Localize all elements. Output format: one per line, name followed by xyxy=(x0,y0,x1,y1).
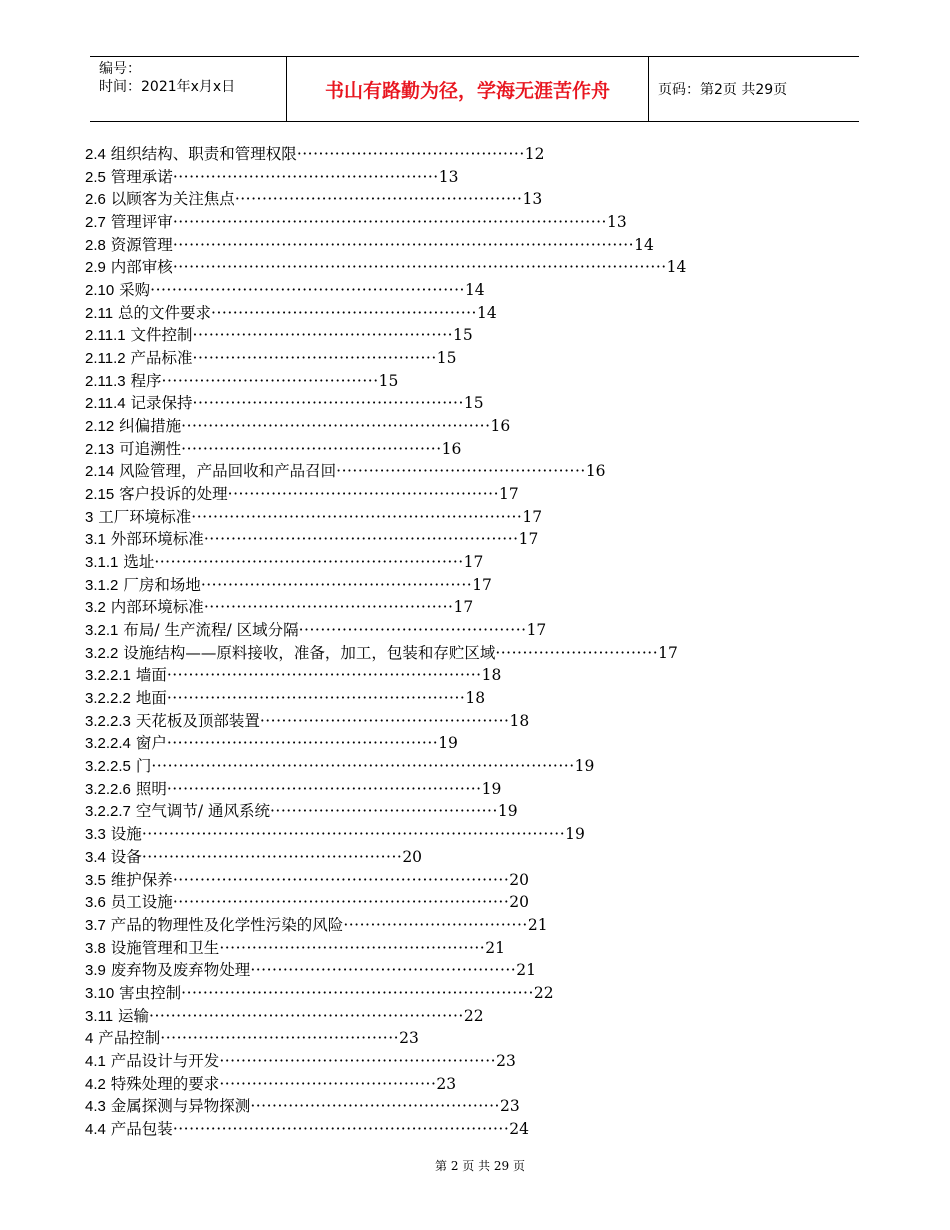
toc-entry-page-number: 13 xyxy=(438,167,459,186)
toc-entry-leader-dots: ······························································ xyxy=(172,870,510,889)
toc-entry-number: 3.2 xyxy=(85,599,106,617)
toc-entry[interactable] xyxy=(85,279,805,302)
toc-entry-title: 产品标准 xyxy=(130,349,193,368)
toc-entry-title: 空气调节/ 通风系统 xyxy=(135,802,270,821)
toc-entry[interactable] xyxy=(85,483,805,506)
toc-entry-number: 2.11.2 xyxy=(85,350,126,368)
toc-entry-leader-dots: ··················································· xyxy=(219,1051,497,1070)
toc-entry-leader-dots: ·············································································· xyxy=(151,757,575,776)
toc-entry-leader-dots: ························································· xyxy=(181,417,491,436)
toc-entry-leader-dots: ················································· xyxy=(211,303,477,322)
toc-entry-leader-dots: ·························································· xyxy=(166,779,482,798)
toc-entry-page-number: 16 xyxy=(490,417,511,436)
toc-entry-title: 金属探测与异物探测 xyxy=(110,1097,251,1116)
toc-entry[interactable] xyxy=(85,506,805,529)
toc-entry[interactable] xyxy=(85,869,805,892)
toc-entry-page-number: 17 xyxy=(472,575,492,594)
toc-entry[interactable] xyxy=(85,1118,805,1141)
toc-entry-leader-dots: ················································ xyxy=(181,439,442,458)
toc-entry-title: 产品包装 xyxy=(110,1119,173,1138)
toc-entry[interactable] xyxy=(85,438,805,461)
toc-entry-title: 内部环境标准 xyxy=(110,598,204,617)
header-meta xyxy=(90,57,286,121)
toc-entry-leader-dots: ·················································· xyxy=(166,734,439,753)
toc-entry-number: 3.2.1 xyxy=(85,622,119,640)
toc-entry-page-number: 17 xyxy=(518,530,539,549)
toc-entry-number: 2.11.3 xyxy=(85,372,126,390)
toc-entry-page-number: 19 xyxy=(565,825,585,844)
toc-entry-page-number: 23 xyxy=(496,1051,516,1070)
toc-entry-title: 设施管理和卫生 xyxy=(110,938,220,957)
table-of-contents xyxy=(85,143,805,1141)
toc-entry-title: 纠偏措施 xyxy=(119,417,182,436)
toc-entry[interactable] xyxy=(85,415,805,438)
toc-entry-page-number: 12 xyxy=(524,145,545,163)
toc-entry-leader-dots: ·········································· xyxy=(269,802,498,821)
toc-entry-page-number: 13 xyxy=(522,190,543,209)
toc-entry-number: 3.2.2 xyxy=(85,644,119,662)
toc-entry-leader-dots: ····························································· xyxy=(191,507,523,526)
toc-entry[interactable] xyxy=(85,166,805,189)
toc-entry-page-number: 15 xyxy=(436,349,457,368)
toc-entry-leader-dots: ······················································· xyxy=(166,689,466,708)
toc-entry-page-number: 14 xyxy=(464,281,485,300)
toc-entry-title: 组织结构、职责和管理权限 xyxy=(110,145,297,163)
toc-entry-page-number: 17 xyxy=(658,643,678,662)
toc-entry-number: 3.3 xyxy=(85,826,106,844)
toc-entry-title: 程序 xyxy=(130,371,162,390)
toc-entry-number: 3.9 xyxy=(85,962,106,980)
toc-entry-number: 4.1 xyxy=(85,1052,106,1070)
toc-entry-leader-dots: ································································· xyxy=(181,983,534,1002)
toc-entry-number: 3.2.2.4 xyxy=(85,735,131,753)
toc-entry-leader-dots: ·························································· xyxy=(166,666,482,685)
toc-entry-leader-dots: ················································· xyxy=(250,961,517,980)
toc-entry-number: 2.9 xyxy=(85,259,106,277)
toc-entry[interactable] xyxy=(85,596,805,619)
toc-entry-page-number: 20 xyxy=(402,847,423,866)
header-page-info: 页码：第2页 共29页 xyxy=(658,82,788,98)
toc-entry-leader-dots: ·········································· xyxy=(296,145,525,163)
toc-entry-page-number: 16 xyxy=(441,439,462,458)
toc-entry[interactable] xyxy=(85,823,805,846)
toc-entry-page-number: 22 xyxy=(533,983,554,1002)
toc-entry-leader-dots: ················································ xyxy=(141,847,403,866)
toc-entry-page-number: 17 xyxy=(453,598,474,617)
toc-entry-leader-dots: ·················································· xyxy=(192,394,464,413)
toc-entry-page-number: 17 xyxy=(522,507,543,526)
toc-entry-number: 3.8 xyxy=(85,939,106,957)
toc-entry-title: 以顾客为关注焦点 xyxy=(110,190,235,209)
document-time-label: 时间：2021年x月x日 xyxy=(99,79,236,95)
toc-entry-page-number: 19 xyxy=(497,802,518,821)
toc-entry[interactable] xyxy=(85,574,805,597)
toc-entry[interactable] xyxy=(85,642,805,665)
toc-entry-number: 3.2.2.3 xyxy=(85,712,131,730)
toc-entry-number: 2.4 xyxy=(85,146,106,163)
toc-entry-title: 总的文件要求 xyxy=(118,303,212,322)
toc-entry-leader-dots: ············································ xyxy=(160,1029,400,1048)
toc-entry-leader-dots: ·························································· xyxy=(150,281,465,300)
toc-entry-leader-dots: ·········································· xyxy=(298,621,527,640)
toc-entry-title: 运输 xyxy=(118,1006,150,1025)
toc-entry-leader-dots: ·················································· xyxy=(227,485,500,504)
toc-entry[interactable] xyxy=(85,324,805,347)
page-header xyxy=(90,56,859,122)
toc-entry-number: 4.2 xyxy=(85,1075,106,1093)
toc-entry-page-number: 22 xyxy=(463,1006,484,1025)
toc-entry-number: 2.11.4 xyxy=(85,395,126,413)
toc-entry-title: 客户投诉的处理 xyxy=(119,485,228,504)
toc-entry-page-number: 16 xyxy=(585,462,606,481)
toc-entry-page-number: 17 xyxy=(526,621,547,640)
toc-entry-leader-dots: ·············································· xyxy=(259,711,510,730)
toc-entry-leader-dots: ·············································· xyxy=(250,1097,500,1116)
toc-entry-page-number: 18 xyxy=(465,689,486,708)
toc-entry-leader-dots: ················································· xyxy=(172,167,439,186)
toc-entry-number: 3 xyxy=(85,508,94,526)
toc-entry-number: 2.6 xyxy=(85,191,106,209)
toc-entry[interactable] xyxy=(85,846,805,869)
toc-entry-leader-dots: ········································ xyxy=(161,371,379,390)
toc-entry-leader-dots: ······························ xyxy=(495,643,659,662)
toc-entry-page-number: 14 xyxy=(476,303,497,322)
document-number-label: 编号： xyxy=(99,61,141,77)
toc-entry-title: 选址 xyxy=(123,553,155,572)
toc-entry-number: 2.5 xyxy=(85,168,106,186)
toc-entry-leader-dots: ························································· xyxy=(154,553,464,572)
toc-entry-title: 可追溯性 xyxy=(119,439,182,458)
toc-entry[interactable] xyxy=(85,937,805,960)
toc-entry[interactable] xyxy=(85,687,805,710)
toc-entry-page-number: 15 xyxy=(378,371,399,390)
toc-entry-page-number: 14 xyxy=(634,235,654,254)
toc-entry-number: 2.12 xyxy=(85,418,115,436)
toc-entry-number: 3.4 xyxy=(85,848,106,866)
toc-entry[interactable] xyxy=(85,347,805,370)
toc-entry-title: 设备 xyxy=(110,847,142,866)
toc-entry-title: 地面 xyxy=(135,689,167,708)
toc-entry-title: 工厂环境标准 xyxy=(98,507,192,526)
toc-entry[interactable] xyxy=(85,392,805,415)
toc-entry-title: 产品的物理性及化学性污染的风险 xyxy=(110,915,344,934)
toc-entry[interactable] xyxy=(85,710,805,733)
toc-entry-page-number: 17 xyxy=(463,553,484,572)
toc-entry-title: 门 xyxy=(135,757,152,776)
toc-entry-leader-dots: ·························································· xyxy=(203,530,519,549)
toc-entry-title: 采购 xyxy=(119,281,151,300)
toc-entry-number: 2.11 xyxy=(85,304,114,322)
toc-entry-leader-dots: ················································································ xyxy=(172,213,607,232)
toc-entry-leader-dots: ·············································· xyxy=(203,598,454,617)
toc-entry[interactable] xyxy=(85,1073,805,1096)
header-motto: 书山有路勤为径，学海无涯苦作舟 xyxy=(286,57,649,121)
toc-entry-number: 3.2.2.2 xyxy=(85,690,131,708)
toc-entry-number: 3.1.1 xyxy=(85,554,119,572)
toc-entry-title: 风险管理，产品回收和产品召回 xyxy=(119,462,337,481)
toc-entry[interactable] xyxy=(85,1027,805,1050)
toc-entry-page-number: 19 xyxy=(481,779,502,798)
toc-entry-number: 3.2.2.7 xyxy=(85,803,131,821)
toc-entry-number: 3.11 xyxy=(85,1007,114,1025)
toc-entry-page-number: 19 xyxy=(438,734,458,753)
toc-entry-page-number: 20 xyxy=(509,893,530,912)
toc-entry-number: 2.14 xyxy=(85,463,115,481)
toc-entry-number: 2.15 xyxy=(85,486,115,504)
toc-entry-title: 设施结构——原料接收，准备，加工，包装和存贮区域 xyxy=(123,643,496,662)
toc-entry-page-number: 20 xyxy=(509,870,530,889)
toc-entry-leader-dots: ····················································································· xyxy=(172,235,635,254)
toc-entry[interactable] xyxy=(85,1050,805,1073)
toc-entry-number: 3.2.2.6 xyxy=(85,780,131,798)
toc-entry-title: 员工设施 xyxy=(110,893,173,912)
toc-entry[interactable] xyxy=(85,755,805,778)
toc-entry-title: 天花板及顶部装置 xyxy=(135,711,260,730)
toc-entry-title: 资源管理 xyxy=(110,235,173,254)
toc-entry-leader-dots: ··························································································· xyxy=(172,258,667,277)
toc-entry[interactable] xyxy=(85,778,805,801)
toc-entry[interactable] xyxy=(85,619,805,642)
toc-entry-number: 4.4 xyxy=(85,1120,106,1138)
toc-entry[interactable] xyxy=(85,1095,805,1118)
toc-entry-leader-dots: ·································· xyxy=(343,915,528,934)
toc-entry-number: 3.5 xyxy=(85,871,106,889)
toc-entry-page-number: 21 xyxy=(527,915,548,934)
toc-entry-title: 产品控制 xyxy=(98,1029,161,1048)
toc-entry-title: 害虫控制 xyxy=(119,983,182,1002)
toc-entry[interactable] xyxy=(85,143,805,166)
toc-entry-leader-dots: ······························································ xyxy=(172,1119,510,1138)
toc-entry-leader-dots: ······························································ xyxy=(172,893,510,912)
toc-entry-number: 2.10 xyxy=(85,282,115,300)
toc-entry-number: 3.1.2 xyxy=(85,576,119,594)
toc-entry-number: 3.6 xyxy=(85,894,106,912)
toc-entry-page-number: 24 xyxy=(509,1119,530,1138)
toc-entry-title: 维护保养 xyxy=(110,870,173,889)
toc-entry[interactable] xyxy=(85,211,805,234)
toc-entry-number: 4.3 xyxy=(85,1098,106,1116)
toc-entry-number: 4 xyxy=(85,1030,94,1048)
toc-entry-page-number: 13 xyxy=(606,213,627,232)
toc-entry-title: 特殊处理的要求 xyxy=(110,1074,220,1093)
toc-entry-leader-dots: ·················································· xyxy=(200,575,473,594)
toc-entry-number: 3.2.2.5 xyxy=(85,758,131,776)
toc-entry-page-number: 23 xyxy=(499,1097,520,1116)
toc-entry-title: 内部审核 xyxy=(110,258,173,277)
toc-entry-title: 窗户 xyxy=(135,734,167,753)
toc-entry[interactable] xyxy=(85,528,805,551)
toc-entry-page-number: 18 xyxy=(509,711,530,730)
toc-entry[interactable] xyxy=(85,551,805,574)
toc-entry[interactable] xyxy=(85,1005,805,1028)
toc-entry-title: 照明 xyxy=(135,779,167,798)
toc-entry[interactable] xyxy=(85,800,805,823)
toc-entry[interactable] xyxy=(85,732,805,755)
toc-entry-number: 2.11.1 xyxy=(85,327,126,345)
toc-entry-leader-dots: ·············································· xyxy=(336,462,586,481)
toc-entry[interactable] xyxy=(85,891,805,914)
toc-entry-title: 管理承诺 xyxy=(110,167,173,186)
toc-entry-number: 3.10 xyxy=(85,984,115,1002)
toc-entry-title: 厂房和场地 xyxy=(123,575,201,594)
toc-entry[interactable] xyxy=(85,256,805,279)
toc-entry-leader-dots: ················································· xyxy=(219,938,486,957)
toc-entry-title: 设施 xyxy=(110,825,142,844)
toc-entry[interactable] xyxy=(85,664,805,687)
toc-entry-leader-dots: ·························································· xyxy=(149,1006,464,1025)
toc-entry-title: 管理评审 xyxy=(110,213,173,232)
toc-entry-number: 2.13 xyxy=(85,440,115,458)
toc-entry-page-number: 23 xyxy=(436,1074,457,1093)
toc-entry-title: 文件控制 xyxy=(130,326,193,345)
toc-entry-page-number: 15 xyxy=(463,394,484,413)
toc-entry-number: 3.1 xyxy=(85,531,106,549)
toc-entry-page-number: 21 xyxy=(516,961,536,980)
toc-entry-page-number: 17 xyxy=(499,485,519,504)
toc-entry-number: 2.8 xyxy=(85,236,106,254)
toc-entry-page-number: 19 xyxy=(574,757,595,776)
toc-entry[interactable] xyxy=(85,959,805,982)
toc-entry-page-number: 18 xyxy=(481,666,502,685)
toc-entry[interactable] xyxy=(85,234,805,257)
toc-entry[interactable] xyxy=(85,460,805,483)
toc-entry-title: 废弃物及废弃物处理 xyxy=(110,961,251,980)
toc-entry-number: 3.2.2.1 xyxy=(85,667,131,685)
toc-entry-page-number: 15 xyxy=(453,326,473,345)
toc-entry[interactable] xyxy=(85,914,805,937)
toc-entry-number: 3.7 xyxy=(85,916,106,934)
toc-entry-title: 外部环境标准 xyxy=(110,530,204,549)
toc-entry-leader-dots: ·············································································· xyxy=(141,825,566,844)
toc-entry-title: 记录保持 xyxy=(130,394,193,413)
toc-entry-title: 墙面 xyxy=(135,666,167,685)
toc-entry-leader-dots: ········································ xyxy=(219,1074,437,1093)
toc-entry-page-number: 23 xyxy=(399,1029,419,1048)
toc-entry[interactable] xyxy=(85,370,805,393)
toc-entry-page-number: 14 xyxy=(666,258,687,277)
toc-entry-leader-dots: ············································· xyxy=(192,349,437,368)
toc-entry-page-number: 21 xyxy=(485,938,505,957)
toc-entry-title: 产品设计与开发 xyxy=(110,1051,220,1070)
toc-entry[interactable] xyxy=(85,302,805,325)
toc-entry[interactable] xyxy=(85,982,805,1005)
toc-entry-leader-dots: ····················································· xyxy=(234,190,523,209)
toc-entry-leader-dots: ················································ xyxy=(192,326,454,345)
toc-entry[interactable] xyxy=(85,188,805,211)
toc-entry-title: 布局/ 生产流程/ 区域分隔 xyxy=(123,621,299,640)
toc-entry-number: 2.7 xyxy=(85,214,106,232)
page-footer: 第 2 页 共 29 页 xyxy=(435,1159,525,1173)
